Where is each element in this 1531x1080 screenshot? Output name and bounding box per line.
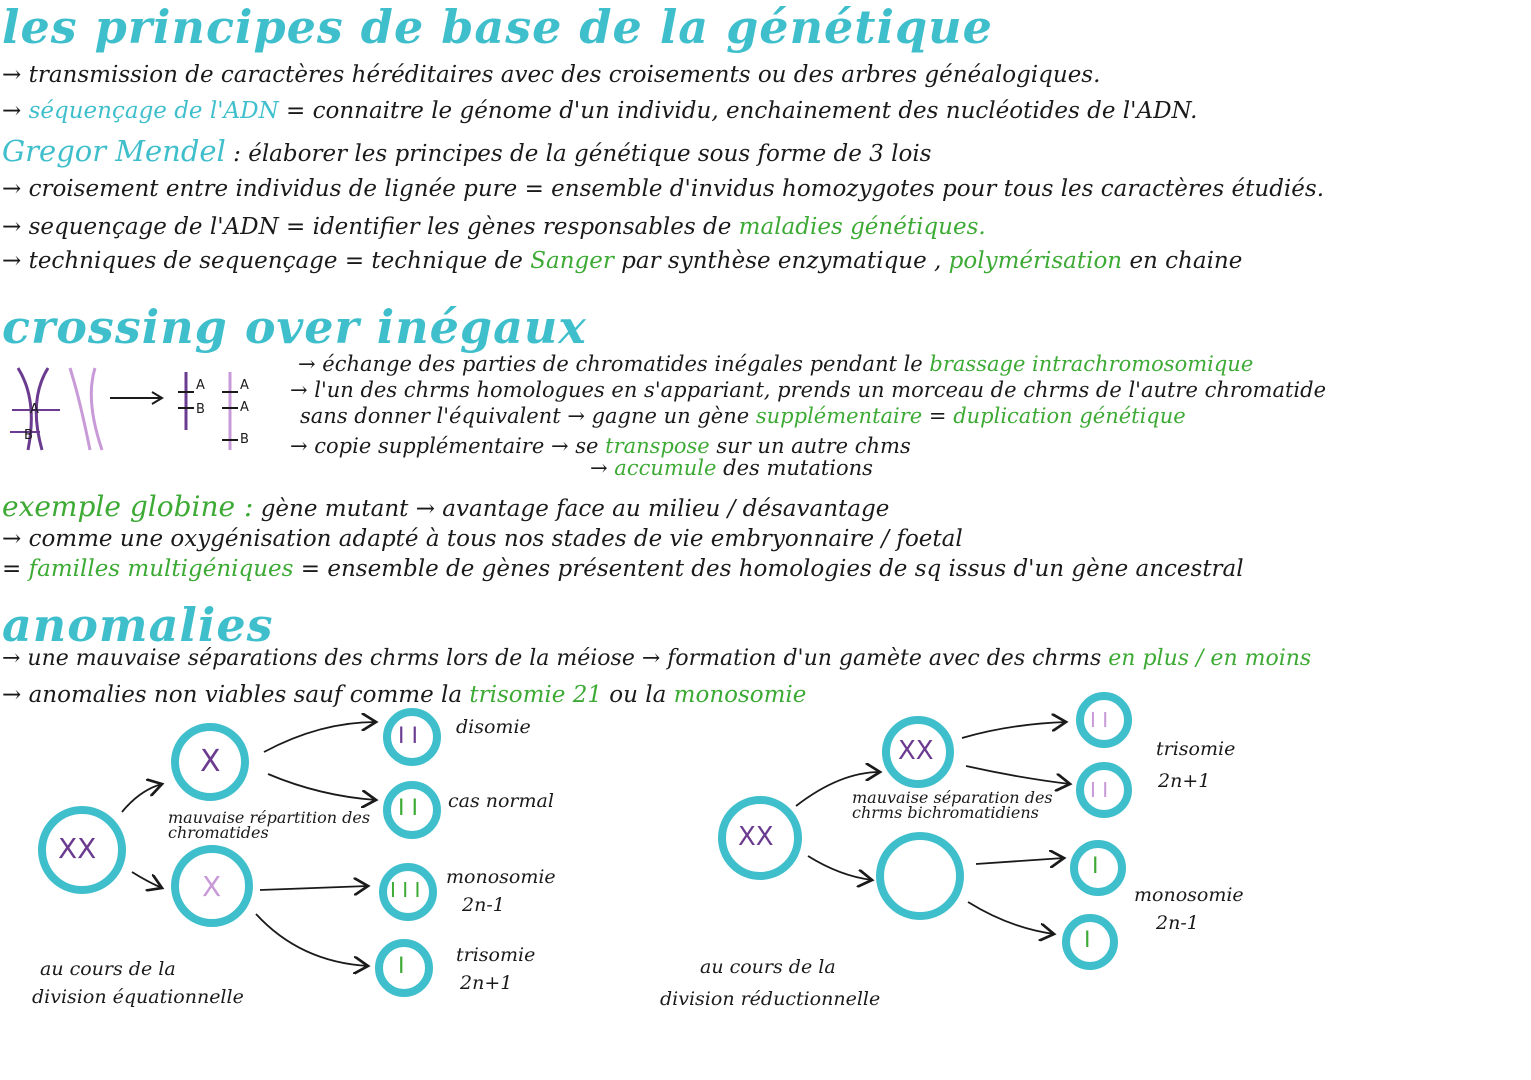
gene-label-a: A <box>240 378 249 393</box>
label-trisomie-right: trisomie <box>1156 738 1236 760</box>
title-anomalies: anomalies <box>2 598 274 652</box>
label-2n+1-right: 2n+1 <box>1158 770 1211 792</box>
gamete-chrom-left-2: I I <box>398 796 418 821</box>
highlight-plus-moins: en plus / en moins <box>1108 646 1312 671</box>
highlight-trisomie21: trisomie 21 <box>469 682 602 708</box>
label-disomie: disomie <box>456 716 531 738</box>
highlight-duplication: duplication génétique <box>953 404 1186 428</box>
note-mauvaise-separation: mauvaise séparation des chrms bichromatidiens <box>852 788 1053 822</box>
note-mauvaise-repartition: mauvaise répartition des chromatides <box>168 808 371 842</box>
line-separation: → une mauvaise séparations des chrms lors de la méiose → formation d'un gamète avec des chrms en plus / en moins <box>2 646 1312 671</box>
highlight-familles: familles multigéniques <box>28 556 294 582</box>
highlight-sanger: Sanger <box>530 248 614 274</box>
caption-equationnelle-2: division équationnelle <box>32 986 244 1008</box>
highlight-accumule: accumule <box>614 456 717 480</box>
line-sequencage-def: → séquençage de l'ADN = connaitre le génome d'un individu, enchainement des nucléotides de l'ADN. <box>2 98 1198 124</box>
label-2n+1-left: 2n+1 <box>460 972 513 994</box>
label-2n-1-right: 2n-1 <box>1156 912 1199 934</box>
cell-label-x1-left: X <box>200 744 221 779</box>
line-transmission: → transmission de caractères héréditaires avec des croisements ou des arbres généalogiques. <box>2 62 1101 88</box>
title-principes: les principes de base de la génétique <box>2 0 993 54</box>
label-monosomie-right: monosomie <box>1134 884 1244 906</box>
highlight-transpose: transpose <box>605 434 710 458</box>
caption-reductionnelle-1: au cours de la <box>700 956 836 978</box>
title-crossing-over: crossing over inégaux <box>2 300 587 354</box>
gamete-chrom-right-4: I <box>1084 928 1091 953</box>
gamete-chrom-right-1: I I <box>1090 708 1109 732</box>
gamete-chrom-right-2: I I <box>1090 778 1109 802</box>
cell-label-xx-right: XX <box>738 822 774 852</box>
line-equivalent: sans donner l'équivalent → gagne un gène supplémentaire = duplication génétique <box>300 404 1186 428</box>
line-techniques: → techniques de sequençage = technique de Sanger par synthèse enzymatique , polymérisation en chaine <box>2 248 1243 274</box>
cell-label-xx-left: XX <box>58 832 97 865</box>
gamete-chrom-right-3: I <box>1092 854 1099 879</box>
label-trisomie-left: trisomie <box>456 944 536 966</box>
line-copie: → copie supplémentaire → se transpose sur un autre chms <box>290 434 911 458</box>
label-cas-normal: cas normal <box>448 790 554 812</box>
line-sequencage-maladies: → sequençage de l'ADN = identifier les gènes responsables de maladies génétiques. <box>2 214 986 240</box>
cell-daughter-right-2 <box>880 836 960 916</box>
line-familles: = familles multigéniques = ensemble de gènes présentent des homologies de sq issus d'un gène ancestral <box>2 556 1244 582</box>
line-echange: → échange des parties de chromatides inégales pendant le brassage intrachromosomique <box>298 352 1254 376</box>
label-monosomie-left: monosomie <box>446 866 556 888</box>
gamete-chrom-left-4: I <box>398 954 405 979</box>
gene-label-b: B <box>240 432 249 447</box>
gene-label-a: A <box>240 400 249 415</box>
highlight-brassage: brassage intrachromosomique <box>929 352 1254 376</box>
line-non-viables: → anomalies non viables sauf comme la trisomie 21 ou la monosomie <box>2 682 807 708</box>
gene-label-b: B <box>24 428 33 443</box>
cell-label-xx-daughter: XX <box>898 736 934 766</box>
highlight-sequencage: séquençage de l'ADN <box>28 98 279 124</box>
gene-label-a: A <box>30 402 39 417</box>
label-2n-1-left: 2n-1 <box>462 894 505 916</box>
caption-equationnelle-1: au cours de la <box>40 958 176 980</box>
gene-label-a: A <box>196 378 205 393</box>
gamete-chrom-left-1: I I <box>398 724 418 749</box>
line-croisement: → croisement entre individus de lignée pure = ensemble d'invidus homozygotes pour tous les caractères étudiés. <box>2 176 1325 202</box>
line-accumule: → accumule des mutations <box>590 456 873 480</box>
caption-reductionnelle-2: division réductionnelle <box>660 988 881 1010</box>
highlight-mendel: Gregor Mendel <box>2 134 226 168</box>
line-oxygenisation: → comme une oxygénisation adapté à tous nos stades de vie embryonnaire / foetal <box>2 526 963 552</box>
highlight-monosomie: monosomie <box>673 682 807 708</box>
line-mendel: Gregor Mendel : élaborer les principes de la génétique sous forme de 3 lois <box>2 134 932 168</box>
gamete-chrom-left-3: I I I <box>390 878 421 902</box>
gene-label-b: B <box>196 402 205 417</box>
highlight-globine: exemple globine : <box>2 490 254 523</box>
cell-label-x2-left: X <box>202 870 222 903</box>
highlight-supplementaire: supplémentaire <box>755 404 923 428</box>
line-homologues: → l'un des chrms homologues en s'appariant, prends un morceau de chrms de l'autre chromatide <box>290 378 1327 402</box>
highlight-maladies: maladies génétiques. <box>738 214 986 240</box>
highlight-polymerisation: polymérisation <box>948 248 1123 274</box>
line-globine: exemple globine : gène mutant → avantage face au milieu / désavantage <box>2 490 890 523</box>
